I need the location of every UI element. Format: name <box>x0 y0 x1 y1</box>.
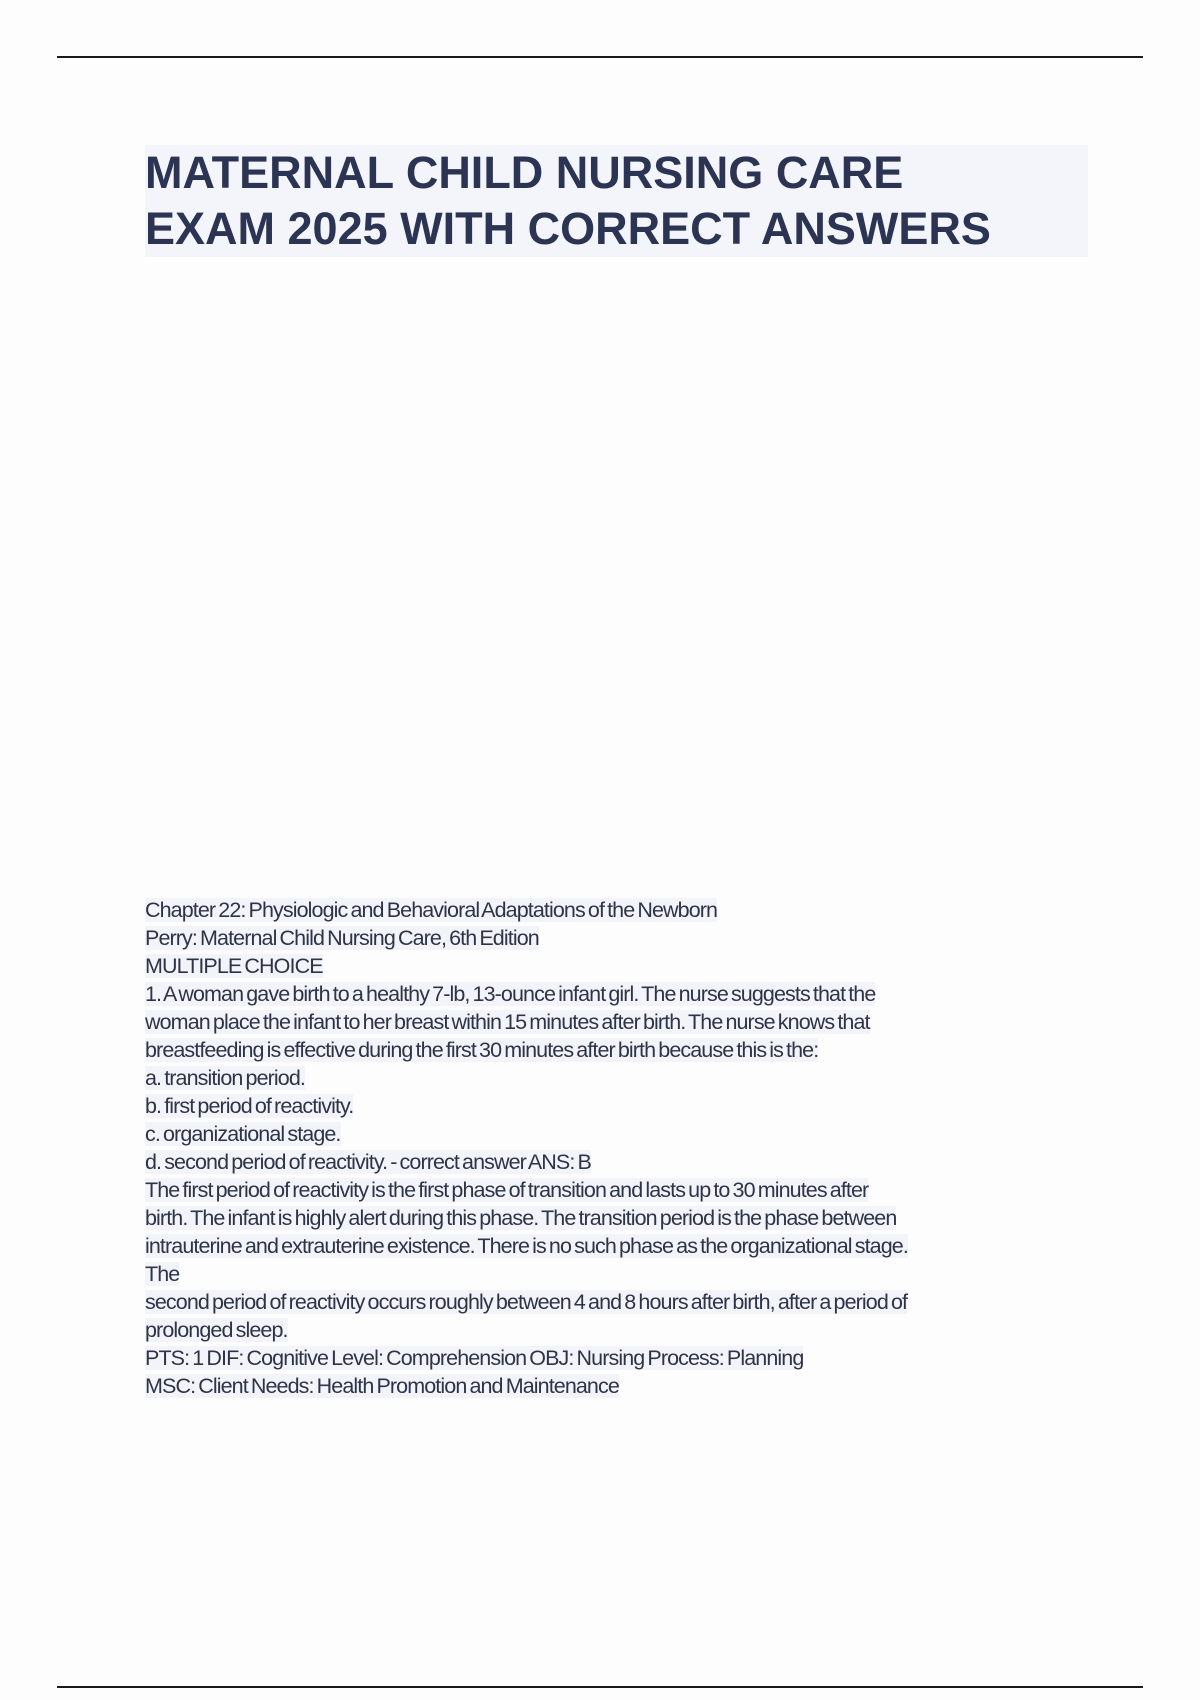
question-stem-line-3: breastfeeding is effective during the first 30 minutes after birth because this is the: <box>145 1038 819 1062</box>
option-d-with-answer: d. second period of reactivity. - correct answer ANS: B <box>145 1150 591 1174</box>
chapter-heading: Chapter 22: Physiologic and Behavioral Adaptations of the Newborn <box>145 898 718 922</box>
title-line-1: MATERNAL CHILD NURSING CARE <box>145 147 904 198</box>
section-label: MULTIPLE CHOICE <box>145 954 323 978</box>
option-b: b. first period of reactivity. <box>145 1094 354 1118</box>
rationale-line-3: intrauterine and extrauterine existence. There is no such phase as the organizational stage. <box>145 1234 908 1258</box>
source-citation: Perry: Maternal Child Nursing Care, 6th Edition <box>145 926 539 950</box>
metadata-line-1: PTS: 1 DIF: Cognitive Level: Comprehension OBJ: Nursing Process: Planning <box>145 1346 804 1370</box>
rationale-line-4: The <box>145 1262 180 1286</box>
rationale-line-1: The first period of reactivity is the first phase of transition and lasts up to 30 minutes after <box>145 1178 869 1202</box>
metadata-line-2: MSC: Client Needs: Health Promotion and Maintenance <box>145 1374 619 1398</box>
rationale-line-2: birth. The infant is highly alert during this phase. The transition period is the phase between <box>145 1206 897 1230</box>
rationale-line-5: second period of reactivity occurs roughly between 4 and 8 hours after birth, after a period of <box>145 1290 908 1314</box>
question-stem-line-1: 1. A woman gave birth to a healthy 7-lb, 13-ounce infant girl. The nurse suggests that the <box>145 982 876 1006</box>
title-line-2: EXAM 2025 WITH CORRECT ANSWERS <box>145 203 991 254</box>
top-rule <box>57 56 1143 58</box>
option-a: a. transition period. <box>145 1066 305 1090</box>
question-body <box>145 896 1085 1400</box>
bottom-rule <box>57 1686 1143 1688</box>
document-title <box>145 145 1088 257</box>
option-c: c. organizational stage. <box>145 1122 341 1146</box>
rationale-line-6: prolonged sleep. <box>145 1318 288 1342</box>
question-stem-line-2: woman place the infant to her breast within 15 minutes after birth. The nurse knows that <box>145 1010 870 1034</box>
